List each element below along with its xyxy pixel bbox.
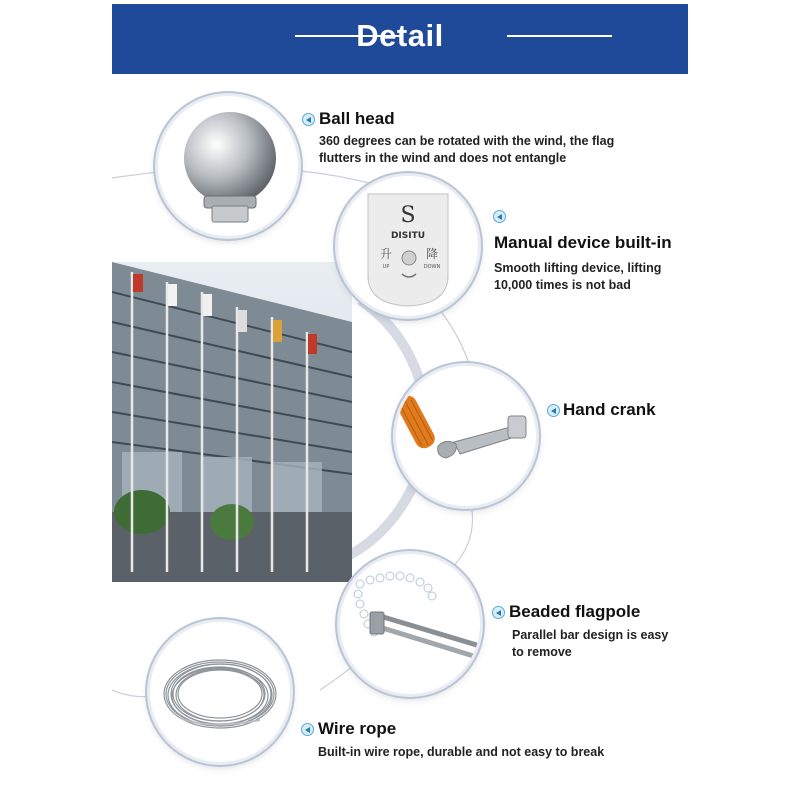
arrow-left-icon bbox=[547, 404, 560, 417]
arrow-left-icon bbox=[493, 210, 506, 223]
arrow-left-icon bbox=[492, 606, 505, 619]
manual-device-image bbox=[338, 176, 478, 316]
arrow-left-icon bbox=[301, 723, 314, 736]
feature-title-wire-rope: Wire rope bbox=[318, 719, 397, 738]
feature-desc-manual-device: Smooth lifting device, lifting 10,000 times is not bad bbox=[494, 261, 662, 292]
svg-text:升: 升 bbox=[379, 247, 393, 261]
hand-crank-image bbox=[396, 366, 536, 506]
beaded-flagpole-image bbox=[340, 554, 480, 694]
feature-desc-wire-rope: Built-in wire rope, durable and not easy to break bbox=[318, 745, 605, 759]
ball-head-image bbox=[158, 96, 298, 236]
wire-rope-image bbox=[150, 622, 290, 762]
feature-title-ball-head: Ball head bbox=[319, 109, 395, 128]
feature-desc-ball-head: 360 degrees can be rotated with the wind, the flag flutters in the wind and does not entangle bbox=[319, 134, 615, 165]
arrow-left-icon bbox=[302, 113, 315, 126]
svg-text:降: 降 bbox=[425, 247, 439, 261]
building-photo bbox=[112, 262, 352, 582]
feature-title-beaded-flagpole: Beaded flagpole bbox=[509, 602, 641, 621]
svg-text:UP: UP bbox=[382, 264, 390, 270]
svg-text:S: S bbox=[400, 203, 416, 228]
page-title: Detail bbox=[356, 18, 444, 53]
feature-desc-beaded-flagpole: Parallel bar design is easy to remove bbox=[512, 628, 669, 659]
feature-title-hand-crank: Hand crank bbox=[563, 400, 656, 419]
feature-title-manual-device: Manual device built-in bbox=[494, 233, 672, 252]
device-brand-text: DISITU bbox=[390, 231, 426, 241]
svg-text:DOWN: DOWN bbox=[423, 264, 441, 270]
